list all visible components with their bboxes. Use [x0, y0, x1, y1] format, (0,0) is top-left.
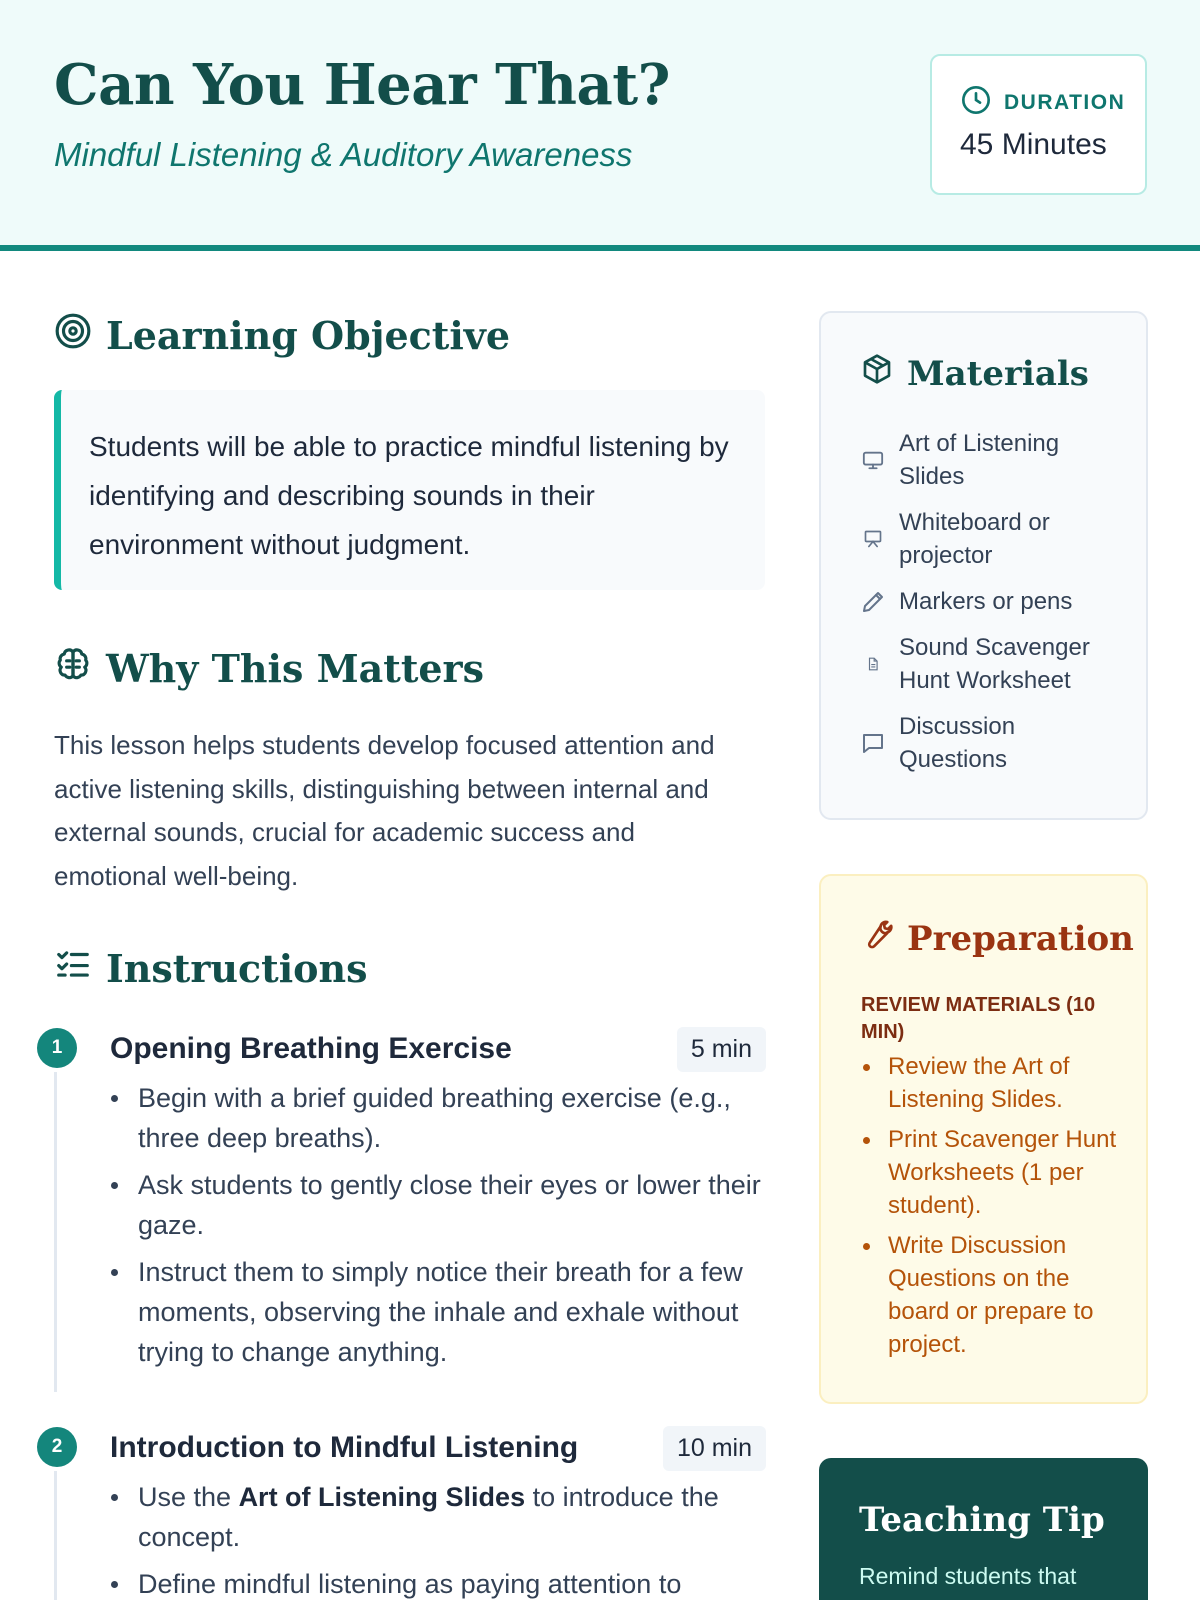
step-time-badge: 10 min: [663, 1426, 766, 1471]
duration-card: [930, 54, 1147, 195]
instruction-step: [36, 1026, 766, 1392]
package-icon: [861, 353, 893, 394]
file-icon: [861, 657, 885, 671]
preparation-item: Print Scavenger Hunt Worksheets (1 per student).: [861, 1123, 1123, 1222]
preparation-item: Write Discussion Questions on the board or prepare to project.: [861, 1229, 1123, 1361]
instructions-heading: [54, 945, 368, 992]
page-subtitle: Mindful Listening & Auditory Awareness: [54, 136, 633, 173]
step-bullets: [110, 1477, 766, 1600]
instruction-steps: [36, 1026, 766, 1600]
materials-item: [861, 585, 1121, 618]
checklist-icon: [54, 945, 92, 992]
bullet-item: Ask students to gently close their eyes or lower their gaze.: [110, 1165, 766, 1245]
materials-item: [861, 631, 1121, 697]
message-icon: [861, 731, 885, 755]
materials-heading-text: Materials: [907, 353, 1089, 394]
preparation-card: [819, 874, 1148, 1404]
materials-list: [861, 427, 1121, 789]
pencil-icon: [861, 589, 885, 615]
why-text: This lesson helps students develop focused attention and active listening skills, distinguishing between internal and external sounds, crucial for academic success and emotional well-being.: [54, 730, 715, 891]
materials-item-label: Markers or pens: [899, 588, 1073, 615]
teaching-tip-text: Remind students that: [859, 1563, 1077, 1589]
preparation-heading: [861, 918, 1134, 959]
materials-heading: [861, 353, 1089, 394]
bullet-item: Begin with a brief guided breathing exercise (e.g., three deep breaths).: [110, 1078, 766, 1158]
why-heading-text: Why This Matters: [106, 646, 484, 691]
step-number: 2: [37, 1427, 77, 1467]
objective-text: Students will be able to practice mindful listening by identifying and describing sounds in their environment without judgment.: [54, 390, 765, 590]
brain-icon: [54, 645, 92, 692]
materials-card: [819, 311, 1148, 820]
lesson-header: [0, 0, 1200, 251]
objective-heading: [54, 312, 510, 359]
clock-icon: [960, 84, 992, 121]
preparation-subheading: REVIEW MATERIALS (10 MIN): [861, 994, 1096, 1043]
teaching-tip-heading: Teaching Tip: [859, 1500, 1105, 1540]
step-number: 1: [37, 1028, 77, 1068]
step-bullets: [110, 1078, 766, 1372]
target-icon: [54, 312, 92, 359]
bullet-item: Define mindful listening as paying attention to: [110, 1564, 766, 1600]
wrench-icon: [861, 918, 893, 959]
bold-text: Art of Listening Slides: [238, 1482, 526, 1512]
why-heading: [54, 645, 484, 692]
monitor-icon: [861, 449, 885, 471]
step-title: Introduction to Mindful Listening: [110, 1431, 579, 1464]
materials-item-label: Whiteboard or projector: [899, 509, 1050, 569]
step-connector: [54, 1471, 57, 1600]
preparation-item: Review the Art of Listening Slides.: [861, 1050, 1123, 1116]
materials-item: [861, 506, 1121, 572]
materials-item-label: Art of Listening Slides: [899, 430, 1060, 490]
preparation-heading-text: Preparation: [907, 918, 1134, 959]
bullet-item: Instruct them to simply notice their breath for a few moments, observing the inhale and exhale without trying to change anything.: [110, 1252, 766, 1372]
page-title: Can You Hear That?: [54, 52, 670, 118]
step-connector: [54, 1072, 57, 1392]
step-title: Opening Breathing Exercise: [110, 1032, 512, 1065]
duration-label: DURATION: [1004, 90, 1126, 114]
presentation-icon: [861, 529, 885, 549]
teaching-tip-card: [819, 1458, 1148, 1600]
materials-item: [861, 710, 1121, 776]
materials-item-label: Discussion Questions: [899, 713, 1016, 773]
objective-heading-text: Learning Objective: [106, 313, 511, 358]
instructions-heading-text: Instructions: [106, 946, 368, 991]
preparation-list: [861, 1050, 1123, 1368]
step-time-badge: 5 min: [677, 1027, 766, 1072]
bullet-item: Use the Art of Listening Slides to introduce the concept.: [110, 1477, 766, 1557]
materials-item: [861, 427, 1121, 493]
duration-value: 45 Minutes: [960, 128, 1107, 161]
materials-item-label: Sound Scavenger Hunt Worksheet: [899, 634, 1090, 694]
instruction-step: [36, 1425, 766, 1600]
